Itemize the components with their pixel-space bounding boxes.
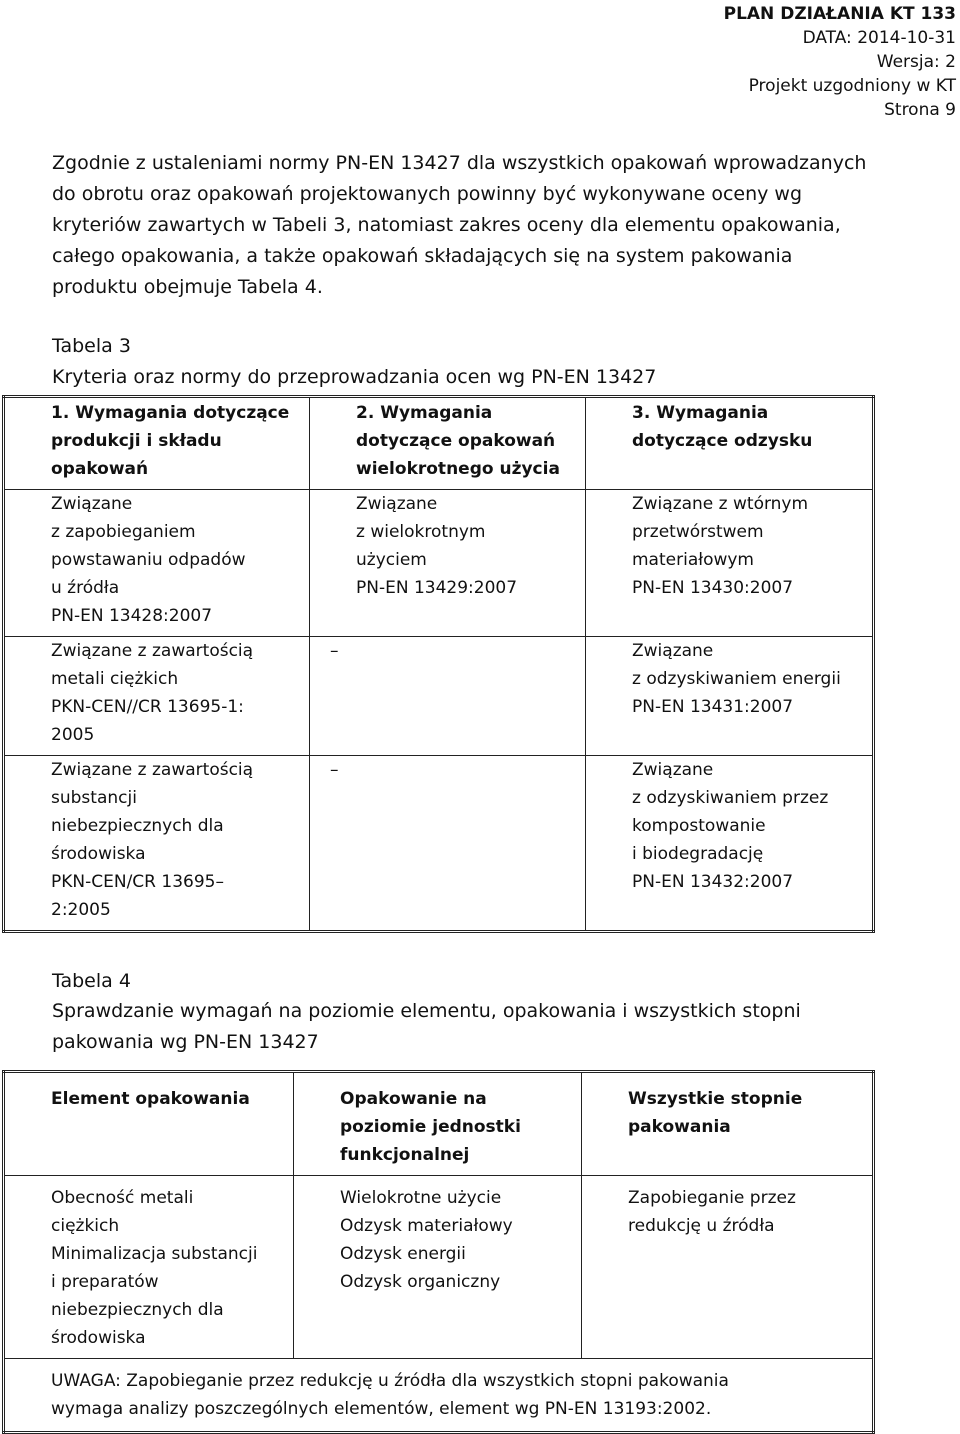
cell-line: Związane bbox=[632, 641, 714, 661]
table3 bbox=[2, 395, 875, 933]
table4-header-cell bbox=[582, 1072, 874, 1176]
cell-line: PN-EN 13431:2007 bbox=[632, 697, 794, 717]
cell-line: środowiska bbox=[51, 844, 146, 864]
cell-line: dotyczące odzysku bbox=[632, 431, 813, 451]
note-line: wymaga analizy poszczególnych elementów, element wg PN-EN 13193:2002. bbox=[51, 1399, 712, 1419]
table4-header-cell bbox=[4, 1072, 294, 1176]
table3-caption: Kryteria oraz normy do przeprowadzania ocen wg PN-EN 13427 bbox=[52, 366, 657, 388]
cell-line: 1. Wymagania dotyczące bbox=[51, 403, 290, 423]
cell-line: PN-EN 13430:2007 bbox=[632, 578, 794, 598]
table-cell bbox=[586, 490, 874, 637]
document-version: Wersja: 2 bbox=[876, 52, 956, 72]
project-status: Projekt uzgodniony w KT bbox=[748, 76, 956, 96]
cell-line: u źródła bbox=[51, 578, 120, 598]
table-cell bbox=[582, 1176, 874, 1359]
table-cell bbox=[4, 756, 310, 932]
table-row bbox=[4, 637, 874, 756]
caption-line: pakowania wg PN-EN 13427 bbox=[52, 1031, 319, 1053]
table-cell bbox=[310, 490, 586, 637]
cell-line: Związane bbox=[51, 494, 133, 514]
table-cell bbox=[4, 1176, 294, 1359]
cell-line: z odzyskiwaniem energii bbox=[632, 669, 841, 689]
cell-line: wielokrotnego użycia bbox=[356, 459, 560, 479]
table-cell bbox=[310, 637, 586, 756]
cell-line: Związane z wtórnym bbox=[632, 494, 809, 514]
table4-header-cell bbox=[294, 1072, 582, 1176]
intro-line: do obrotu oraz opakowań projektowanych powinny być wykonywane oceny wg bbox=[52, 183, 803, 205]
cell-line: przetwórstwem bbox=[632, 522, 764, 542]
page-header bbox=[724, 2, 956, 122]
table-row bbox=[4, 756, 874, 932]
table4-header-row bbox=[4, 1072, 874, 1176]
cell-line: niebezpiecznych dla bbox=[51, 816, 224, 836]
table-cell bbox=[4, 490, 310, 637]
cell-line: z zapobieganiem bbox=[51, 522, 196, 542]
cell-line: PN-EN 13432:2007 bbox=[632, 872, 794, 892]
table3-header-cell bbox=[4, 397, 310, 490]
table-cell bbox=[294, 1176, 582, 1359]
cell-line: z odzyskiwaniem przez bbox=[632, 788, 829, 808]
cell-line: środowiska bbox=[51, 1328, 146, 1348]
cell-line: redukcję u źródła bbox=[628, 1216, 775, 1236]
cell-line: – bbox=[330, 760, 339, 780]
table-note bbox=[4, 1359, 874, 1433]
cell-line: Odzysk energii bbox=[340, 1244, 466, 1264]
table3-header-cell bbox=[310, 397, 586, 490]
cell-line: Odzysk materiałowy bbox=[340, 1216, 513, 1236]
table4 bbox=[2, 1070, 875, 1434]
intro-line: kryteriów zawartych w Tabeli 3, natomiast zakres oceny dla elementu opakowania, bbox=[52, 214, 841, 236]
cell-line: Związane bbox=[632, 760, 714, 780]
cell-line: opakowań bbox=[51, 459, 149, 479]
cell-line: metali ciężkich bbox=[51, 669, 179, 689]
cell-line: Związane z zawartością bbox=[51, 641, 254, 661]
cell-line: Wielokrotne użycie bbox=[340, 1188, 502, 1208]
cell-line: użyciem bbox=[356, 550, 427, 570]
intro-line: całego opakowania, a także opakowań składających się na system pakowania bbox=[52, 245, 793, 267]
table-note-row bbox=[4, 1359, 874, 1433]
caption-line: Sprawdzanie wymagań na poziomie elementu, opakowania i wszystkich stopni bbox=[52, 1000, 801, 1022]
cell-line: Związane bbox=[356, 494, 438, 514]
table-cell bbox=[4, 637, 310, 756]
intro-line: produktu obejmuje Tabela 4. bbox=[52, 276, 323, 298]
cell-line: Zapobieganie przez bbox=[628, 1188, 796, 1208]
cell-line: PN-EN 13429:2007 bbox=[356, 578, 518, 598]
cell-line: dotyczące opakowań bbox=[356, 431, 556, 451]
cell-line: 2:2005 bbox=[51, 900, 111, 920]
table3-header-row bbox=[4, 397, 874, 490]
cell-line: kompostowanie bbox=[632, 816, 766, 836]
cell-line: PKN-CEN/CR 13695– bbox=[51, 872, 224, 892]
plan-title: PLAN DZIAŁANIA KT 133 bbox=[723, 4, 956, 24]
cell-line: Odzysk organiczny bbox=[340, 1272, 501, 1292]
note-line: UWAGA: Zapobieganie przez redukcję u źródła dla wszystkich stopni pakowania bbox=[51, 1371, 729, 1391]
cell-line: i biodegradację bbox=[632, 844, 764, 864]
table-cell bbox=[586, 756, 874, 932]
document-date: DATA: 2014-10-31 bbox=[802, 28, 956, 48]
cell-line: substancji bbox=[51, 788, 137, 808]
intro-line: Zgodnie z ustaleniami normy PN-EN 13427 dla wszystkich opakowań wprowadzanych bbox=[52, 152, 867, 174]
cell-line: i preparatów bbox=[51, 1272, 159, 1292]
cell-line: Związane z zawartością bbox=[51, 760, 254, 780]
cell-line: 3. Wymagania bbox=[632, 403, 769, 423]
cell-line: ciężkich bbox=[51, 1216, 120, 1236]
table-row bbox=[4, 1176, 874, 1359]
table4-label: Tabela 4 bbox=[52, 970, 131, 992]
cell-line: 2005 bbox=[51, 725, 95, 745]
table4-caption bbox=[52, 996, 801, 1058]
cell-line: poziomie jednostki bbox=[340, 1117, 521, 1137]
cell-line: funkcjonalnej bbox=[340, 1145, 470, 1165]
cell-line: niebezpiecznych dla bbox=[51, 1300, 224, 1320]
cell-line: Minimalizacja substancji bbox=[51, 1244, 258, 1264]
table3-label: Tabela 3 bbox=[52, 335, 131, 357]
cell-line: Obecność metali bbox=[51, 1188, 194, 1208]
cell-line: produkcji i składu bbox=[51, 431, 222, 451]
cell-line: 2. Wymagania bbox=[356, 403, 493, 423]
cell-line: pakowania bbox=[628, 1117, 731, 1137]
intro-paragraph bbox=[52, 148, 952, 303]
cell-line: z wielokrotnym bbox=[356, 522, 486, 542]
page-number: Strona 9 bbox=[884, 100, 956, 120]
cell-line: powstawaniu odpadów bbox=[51, 550, 246, 570]
cell-line: PKN-CEN//CR 13695-1: bbox=[51, 697, 244, 717]
cell-line: materiałowym bbox=[632, 550, 754, 570]
cell-line: Element opakowania bbox=[51, 1089, 250, 1109]
table-cell bbox=[586, 637, 874, 756]
cell-line: – bbox=[330, 641, 339, 661]
table3-header-cell bbox=[586, 397, 874, 490]
table-cell bbox=[310, 756, 586, 932]
cell-line: PN-EN 13428:2007 bbox=[51, 606, 213, 626]
cell-line: Wszystkie stopnie bbox=[628, 1089, 803, 1109]
cell-line: Opakowanie na bbox=[340, 1089, 487, 1109]
table-row bbox=[4, 490, 874, 637]
